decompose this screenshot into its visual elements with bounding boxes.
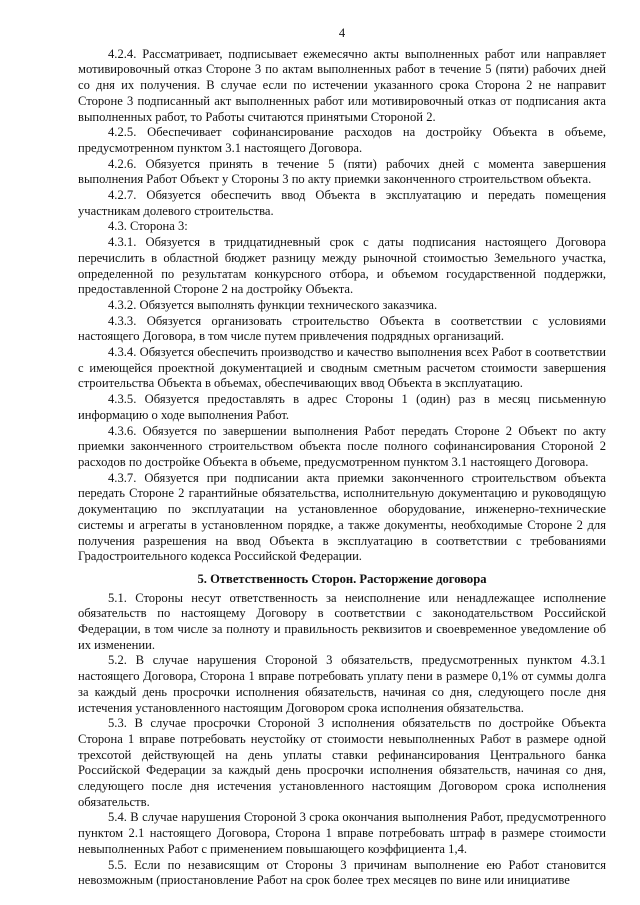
clause-5-2: 5.2. В случае нарушения Стороной 3 обязательств, предусмотренных пунктом 4.3.1 настоящего Договора, Сторона 1 вправе потребовать уплату пени в размере 0,1% от суммы долга за каждый день просрочки исполнения обязательств, начиная со дня, следующего после дня истечения установленного настоящим Договором срока исполнения обязательства. [78,653,606,715]
clause-5-4: 5.4. В случае нарушения Стороной 3 срока окончания выполнения Работ, предусмотренного пунктом 2.1 настоящего Договора, Сторона 1 вправе потребовать штраф в размере стоимости невыполненных Работ с применением повышающего коэффициента 1,4. [78,810,606,856]
clause-5-1: 5.1. Стороны несут ответственность за неисполнение или ненадлежащее исполнение обязательств по настоящему Договору в соответствии с законодательством Российской Федерации, в том числе за полноту и правильность реквизитов и своевременное уведомление об их изменении. [78,590,606,652]
clause-4-3-7: 4.3.7. Обязуется при подписании акта приемки законченного строительством объекта передать Стороне 2 гарантийные обязательства, исполнительную документацию и руководящую документацию по эксплуатации на установленное оборудование, инженерно-технические системы и агрегаты в установленном порядке, а также документы, необходимые Стороне 2 для получения разрешения на ввод Объекта в эксплуатацию в соответствии с требованиями Градостроительного кодекса Российской Федерации. [78,470,606,564]
clause-4-3-2: 4.3.2. Обязуется выполнять функции технического заказчика. [108,297,438,312]
section-title: 5. Ответственность Сторон. Расторжение договора [197,571,487,586]
clause-4-2-5: 4.2.5. Обеспечивает софинансирование расходов на достройку Объекта в объеме, предусмотренном пунктом 3.1 настоящего Договора. [78,125,606,155]
clause-4-3-heading: 4.3. Сторона 3: [108,219,188,234]
clause-4-3-5: 4.3.5. Обязуется предоставлять в адрес Стороны 1 (один) раз в месяц письменную информацию о ходе выполнения Работ. [78,392,606,422]
clause-4-3-1: 4.3.1. Обязуется в тридцатидневный срок с даты подписания настоящего Договора перечислить в областной бюджет разницу между рыночной стоимостью Земельного участка, определенной по результатам конкурсного отбора, и объемом государственной поддержки, предоставленной Стороне 2 на достройку Объекта. [78,235,606,297]
clause-5-5: 5.5. Если по независящим от Стороны 3 причинам выполнение ею Работ становится невозможным (приостановление Работ на срок более трех месяцев по вине или инициативе [78,857,606,888]
clause-4-2-6: 4.2.6. Обязуется принять в течение 5 (пяти) рабочих дней с момента завершения выполнения Работ Объект у Стороны 3 по акту приемки законченного строительством объекта. [78,156,606,187]
clause-4-2-4: 4.2.4. Рассматривает, подписывает ежемесячно акты выполненных работ или направляет мотивировочный отказ Стороне 3 по актам выполненных работ в течение 5 (пяти) рабочих дней со дня их получения. В случае если по истечении указанного срока Сторона 2 не направит Стороне 3 подписанный акт выполненных работ или мотивировочный отказ от подписания акта выполненных работ, то Работы считаются принятыми Стороной 2. [78,46,606,124]
clause-4-3-4: 4.3.4. Обязуется обеспечить производство и качество выполнения всех Работ в соответствии с имеющейся проектной документацией и сводным сметным расчетом стоимости завершения строительства Объекта в объемах, обеспечивающих ввод Объекта в эксплуатацию. [78,345,606,391]
clause-5-3: 5.3. В случае просрочки Стороной 3 исполнения обязательств по достройке Объекта Сторона 1 вправе потребовать неустойку от стоимости невыполненных Работ в размере одной трехсотой действующей на день уплаты ставки рефинансирования Центрального банка Российской Федерации за каждый день просрочки исполнения обязательств, начиная со дня, следующего после дня истечения установленного настоящим Договором срока исполнения обязательств. [78,716,606,809]
page-number: 4 [338,26,346,40]
clause-4-3-3: 4.3.3. Обязуется организовать строительство Объекта в соответствии с условиями настоящего Договора, в том числе путем привлечения подрядных организаций. [78,313,606,344]
clause-4-3-6: 4.3.6. Обязуется по завершении выполнения Работ передать Стороне 2 Объект по акту приемки законченного строительством объекта после полного софинансирования Стороной 2 расходов по достройке Объекта в объеме, предусмотренном пунктом 3.1 настоящего Договора. [78,423,606,469]
clause-4-2-7: 4.2.7. Обязуется обеспечить ввод Объекта в эксплуатацию и передать помещения участникам долевого строительства. [78,188,606,218]
